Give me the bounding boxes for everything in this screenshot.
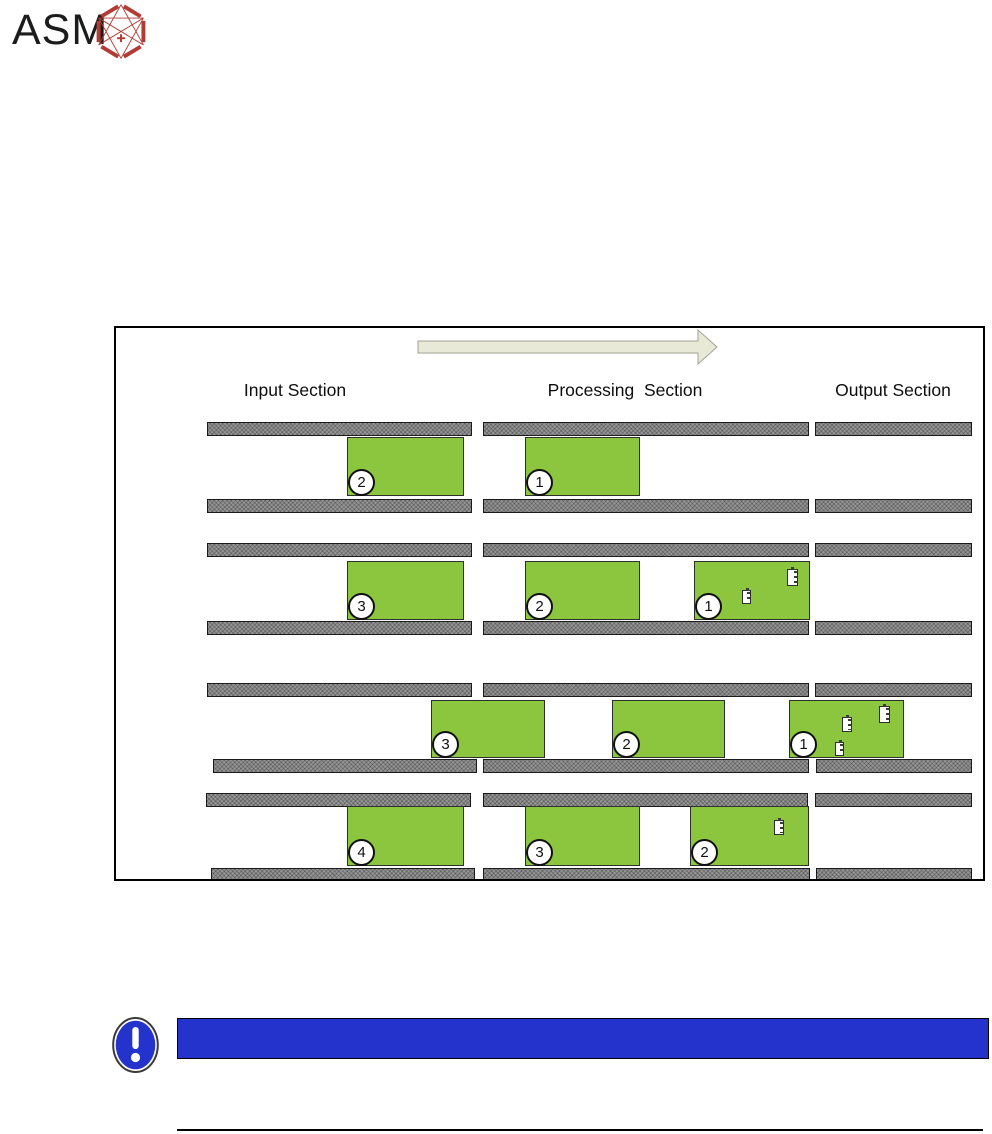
- board-number-badge: 1: [695, 593, 722, 620]
- smd-component-icon: [742, 590, 751, 604]
- section-label: Output Section: [835, 380, 951, 400]
- conveyor-rail: [815, 793, 972, 807]
- board-number-badge: 2: [613, 731, 640, 758]
- conveyor-rail: [815, 499, 972, 513]
- conveyor-rail: [483, 759, 809, 773]
- smd-component-icon: [787, 569, 798, 586]
- conveyor-rail: [207, 543, 472, 557]
- section-label: Processing Section: [547, 380, 703, 400]
- board-number-badge: 2: [348, 469, 375, 496]
- board-number-badge: 3: [432, 731, 459, 758]
- conveyor-rail: [815, 543, 972, 557]
- conveyor-rail: [815, 621, 972, 635]
- conveyor-rail: [815, 683, 972, 697]
- board-number-badge: 3: [526, 839, 553, 866]
- transport-flow-diagram: [114, 326, 985, 881]
- smd-component-icon: [842, 717, 852, 732]
- board-number-badge: 2: [526, 593, 553, 620]
- conveyor-rail: [483, 868, 810, 881]
- conveyor-rail: [816, 868, 972, 881]
- conveyor-rail: [483, 499, 809, 513]
- board-number-badge: 2: [691, 839, 718, 866]
- board-number-badge: 1: [790, 731, 817, 758]
- asm-hexagon-logo-icon: [93, 3, 149, 60]
- board-number-badge: 1: [526, 469, 553, 496]
- board-number-badge: 3: [348, 593, 375, 620]
- conveyor-rail: [211, 868, 475, 881]
- conveyor-rail: [483, 422, 809, 436]
- flow-direction-arrow-icon: [116, 328, 983, 368]
- conveyor-rail: [815, 422, 972, 436]
- footer-rule: [177, 1129, 983, 1131]
- conveyor-rail: [207, 683, 472, 697]
- note-banner: [177, 1018, 989, 1059]
- conveyor-rail: [483, 621, 809, 635]
- section-label: Input Section: [243, 380, 347, 400]
- mandatory-exclamation-icon: [111, 1016, 160, 1074]
- smd-component-icon: [835, 742, 844, 756]
- conveyor-rail: [483, 543, 809, 557]
- smd-component-icon: [774, 820, 784, 835]
- conveyor-rail: [213, 759, 477, 773]
- conveyor-rail: [207, 621, 472, 635]
- conveyor-rail: [207, 499, 472, 513]
- asm-logo-text: ASM: [12, 6, 109, 54]
- board-number-badge: 4: [348, 839, 375, 866]
- conveyor-rail: [207, 422, 472, 436]
- smd-component-icon: [879, 706, 890, 723]
- conveyor-rail: [816, 759, 972, 773]
- conveyor-rail: [206, 793, 471, 807]
- flow-arrow-shape: [418, 330, 717, 364]
- conveyor-rail: [483, 683, 809, 697]
- conveyor-rail: [483, 793, 808, 807]
